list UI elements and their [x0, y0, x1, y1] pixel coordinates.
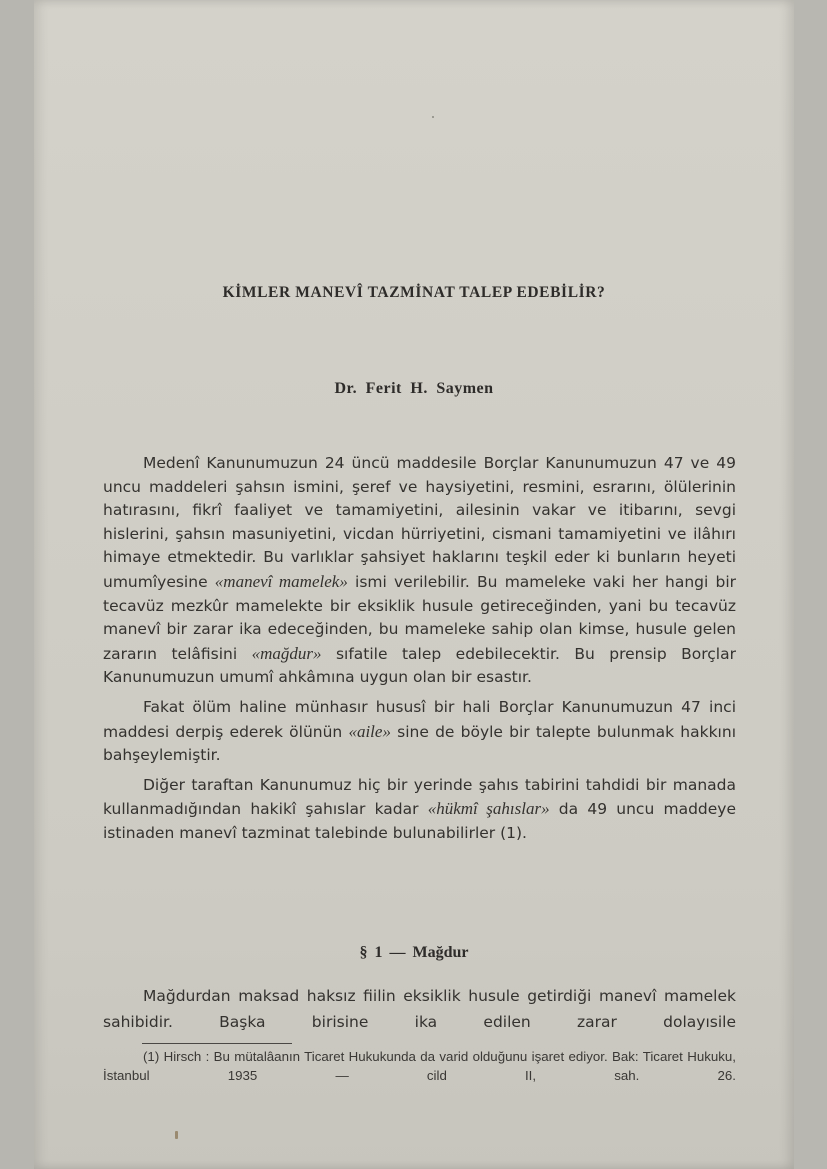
emphasis-term: «hükmî şahıslar» — [427, 799, 550, 819]
article-body — [103, 452, 736, 852]
page-right-margin — [794, 0, 827, 1169]
emphasis-term: «aile» — [348, 721, 391, 741]
article-title: KİMLER MANEVÎ TAZMİNAT TALEP EDEBİLİR? — [222, 284, 606, 301]
footnote — [103, 1047, 736, 1085]
paragraph-3 — [103, 774, 736, 846]
page-speck — [432, 116, 434, 118]
page-smudge — [175, 1131, 178, 1139]
emphasis-term: «mağdur» — [251, 643, 322, 663]
text-run: ismi verilebilir. Bu mameleke vaki her hangi bir tecavüz mezkûr mamelekte bir eksiklik husule getireceğinden, yani bu tecavüz manevî bir zarar ika edeceğinden, bu mameleke sahip olan kimse, husule gelen zararın telâfisini — [103, 572, 736, 663]
text-run: sine de böyle bir talepte bulunmak hakkını bahşeylemiştir. — [103, 722, 736, 765]
section-heading: § 1 — Mağdur — [359, 944, 469, 961]
author-name: Dr. Ferit H. Saymen — [334, 380, 494, 397]
footnote-rule — [142, 1043, 292, 1044]
section-paragraph: Mağdurdan maksad haksız fiilin eksiklik husule getirdiği manevî mamelek sahibidir. Başka birisine ika edilen zarar dolayısile — [103, 987, 736, 1031]
text-run: sıfatile talep edebilecektir. Bu prensip Borçlar Kanunumuzun umumî ahkâmına uygun olan bir esastır. — [103, 644, 736, 687]
text-run: da 49 uncu maddeye istinaden manevî tazminat talebinde bulunabilirler (1). — [103, 800, 736, 842]
paragraph-2 — [103, 696, 736, 768]
emphasis-term: «manevî mamelek» — [214, 571, 348, 591]
section-body — [103, 983, 736, 1035]
text-run: Medenî Kanunumuzun 24 üncü maddesile Borçlar Kanunumuzun 47 ve 49 uncu maddeleri şahsın ismini, şeref ve haysiyetini, resmini, esrarını, ölülerinin hatırasını, fikrî faaliyet ve tamamiyetini, ailesinin vakar ve itibarını, sevgi hislerini, şahsın masuniyetini, vicdan hürriyetini, cismani tamamiyetini ve ilâhırı himaye etmektedir. Bu varlıklar şahsiyet haklarını teşkil eder ki bunların heyeti umumîyesine — [103, 454, 736, 591]
page-left-margin — [0, 0, 34, 1169]
paragraph-1 — [103, 452, 736, 690]
text-run: Diğer taraftan Kanunumuz hiç bir yerinde şahıs tabirini tahdidi bir manada kullanmadığından hakikî şahıslar kadar — [103, 775, 736, 819]
text-run: Fakat ölüm haline münhasır hususî bir hali Borçlar Kanunumuzun 47 inci maddesi derpiş ederek ölünün — [103, 697, 736, 741]
footnote-text: (1) Hirsch : Bu mütalâanın Ticaret Hukukunda da varid olduğunu işaret ediyor. Bak: Ticaret Hukuku, İstanbul 1935 — cild II, sah. 26. — [103, 1049, 736, 1083]
